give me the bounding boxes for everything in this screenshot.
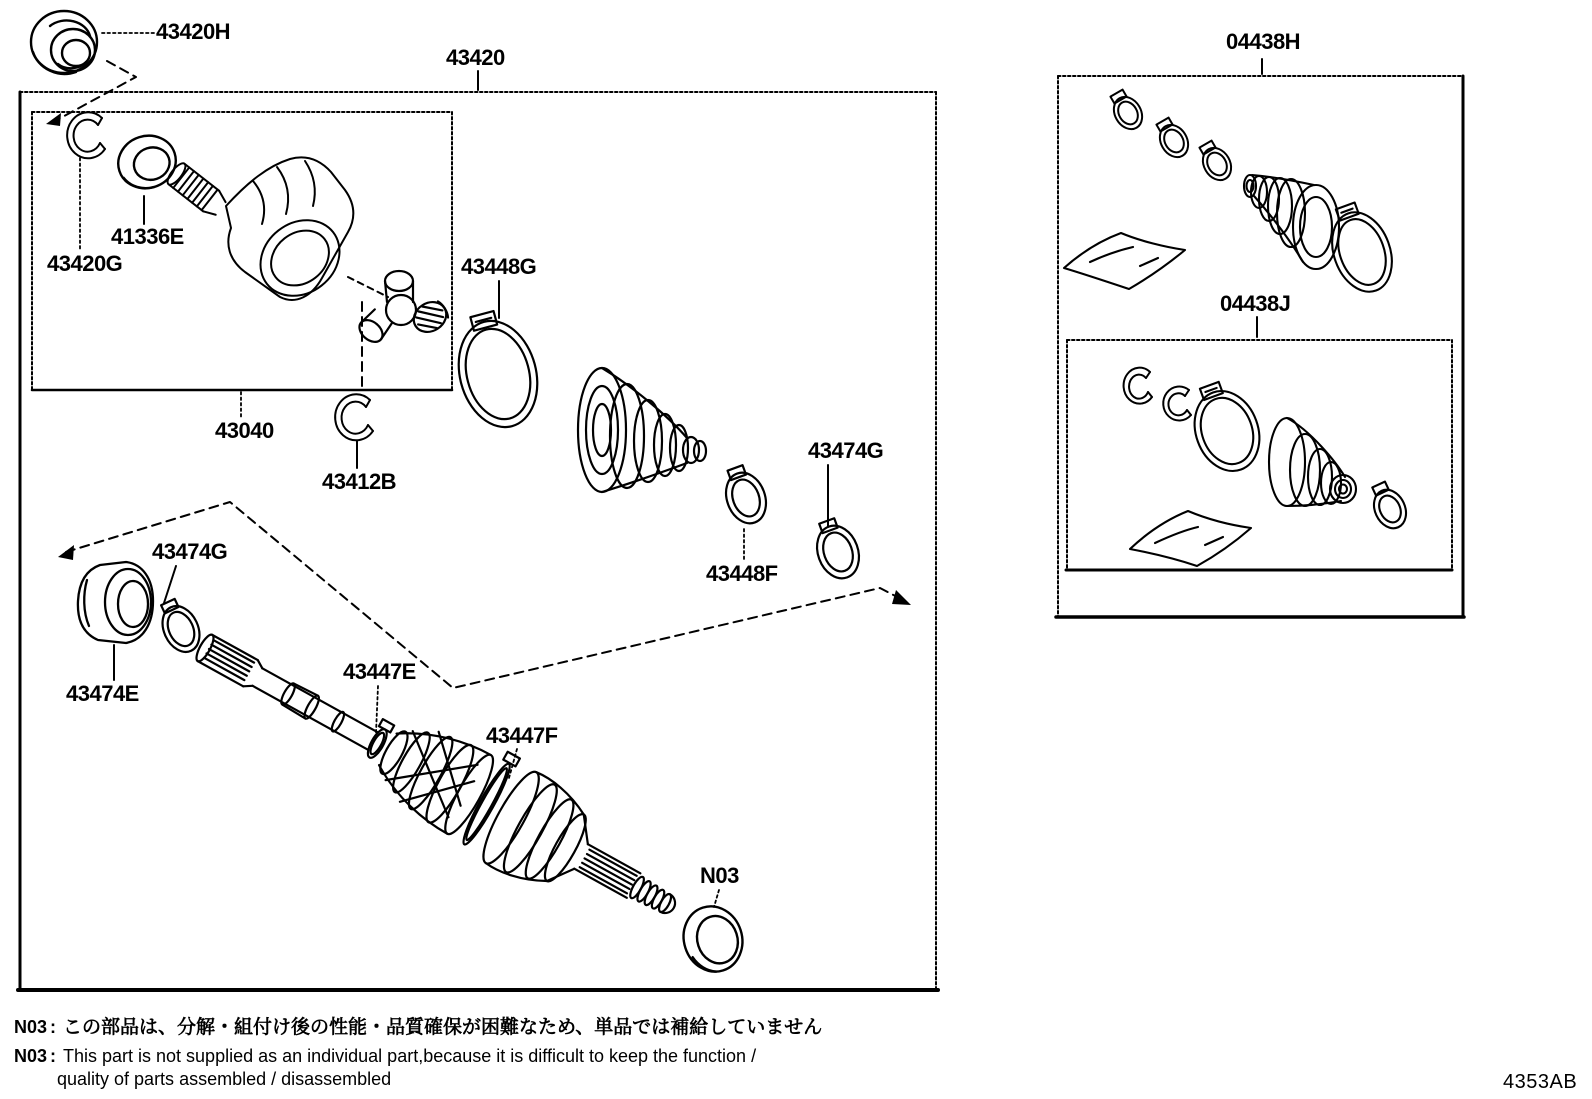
part-label-43447F: 43447F xyxy=(486,723,558,748)
dust-cover-43474E-drawing xyxy=(78,562,153,643)
part-label-43448F: 43448F xyxy=(706,561,778,586)
part-label-43474G-left: 43474G xyxy=(152,539,228,564)
leader-lines-solid xyxy=(114,59,1262,680)
kit-clamp-small-3-drawing xyxy=(1194,138,1237,186)
footnote-separator: : xyxy=(50,1017,56,1037)
boot-clamp-43448G-drawing xyxy=(445,304,548,436)
footnote-separator-en: : xyxy=(50,1046,56,1066)
assembly-dashed-lines xyxy=(55,61,903,688)
snap-ring-43412B-drawing xyxy=(335,394,373,440)
kit-clamp-small-04438J-drawing xyxy=(1365,478,1412,533)
snap-ring-43420G-drawing xyxy=(67,112,105,158)
footnote-english-row xyxy=(14,1046,756,1067)
part-label-04438H: 04438H xyxy=(1226,29,1301,54)
tripod-spider-drawing xyxy=(355,271,452,346)
assembly-arrowheads xyxy=(46,113,911,605)
boot-clamp-43448F-drawing xyxy=(717,461,773,528)
kit-boot-04438H-drawing xyxy=(1244,175,1339,269)
boot-kit-box-04438H xyxy=(1056,76,1464,617)
footnote-japanese-text: この部品は、分解・組付け後の性能・品質確保が困難なため、単品では補給していません xyxy=(63,1017,823,1038)
part-label-04438J: 04438J xyxy=(1220,291,1291,316)
part-label-43474E: 43474E xyxy=(66,681,139,706)
footnote-english-line1: This part is not supplied as an individual part,because it is difficult to keep the function / xyxy=(63,1046,757,1066)
boot-clamp-43474G-right-drawing xyxy=(808,514,866,584)
part-label-N03: N03 xyxy=(700,863,739,888)
part-label-43412B: 43412B xyxy=(322,469,397,494)
part-label-43447E: 43447E xyxy=(343,659,416,684)
footnote-english-row2 xyxy=(57,1069,391,1090)
part-label-41336E: 41336E xyxy=(111,224,184,249)
footnote-ref: N03 xyxy=(14,1017,48,1037)
part-label-43420G: 43420G xyxy=(47,251,123,276)
part-label-43420H: 43420H xyxy=(156,19,231,44)
kit-snap-ring-1-04438J-drawing xyxy=(1124,368,1152,404)
boot-clamp-43447E-drawing xyxy=(363,719,394,760)
bearing-ring-41336E-drawing xyxy=(111,128,182,195)
part-label-43448G: 43448G xyxy=(461,254,537,279)
kit-clamp-small-2-drawing xyxy=(1151,115,1194,163)
footnote-english-line2: quality of parts assembled / disassembled xyxy=(57,1069,392,1089)
figure-page-code: 4353AB xyxy=(1503,1071,1578,1093)
boot-kit-box-04438J xyxy=(1066,340,1452,570)
kit-clamp-small-1-drawing xyxy=(1105,87,1148,135)
oil-seal-N03-drawing xyxy=(675,899,751,980)
kit-boot-04438J-drawing xyxy=(1269,418,1356,506)
footnote-ref-en: N03 xyxy=(14,1046,48,1066)
part-label-43420: 43420 xyxy=(446,45,505,70)
part-label-43474G-right: 43474G xyxy=(808,438,884,463)
kit-snap-ring-2-04438J-drawing xyxy=(1163,386,1191,420)
kit-clamp-large-04438H-drawing xyxy=(1319,196,1402,300)
oil-seal-43420H-drawing xyxy=(31,11,97,74)
inner-joint-housing-drawing xyxy=(165,157,355,311)
part-label-43040: 43040 xyxy=(215,418,274,443)
footnote-japanese-row xyxy=(14,1012,822,1039)
grease-packet-04438J-drawing xyxy=(1130,511,1251,566)
drive-shaft-drawing xyxy=(175,597,701,954)
kit-clamp-large-04438J-drawing xyxy=(1181,374,1270,480)
grease-packet-04438H-drawing xyxy=(1064,233,1185,289)
inboard-boot-drawing xyxy=(578,368,706,492)
